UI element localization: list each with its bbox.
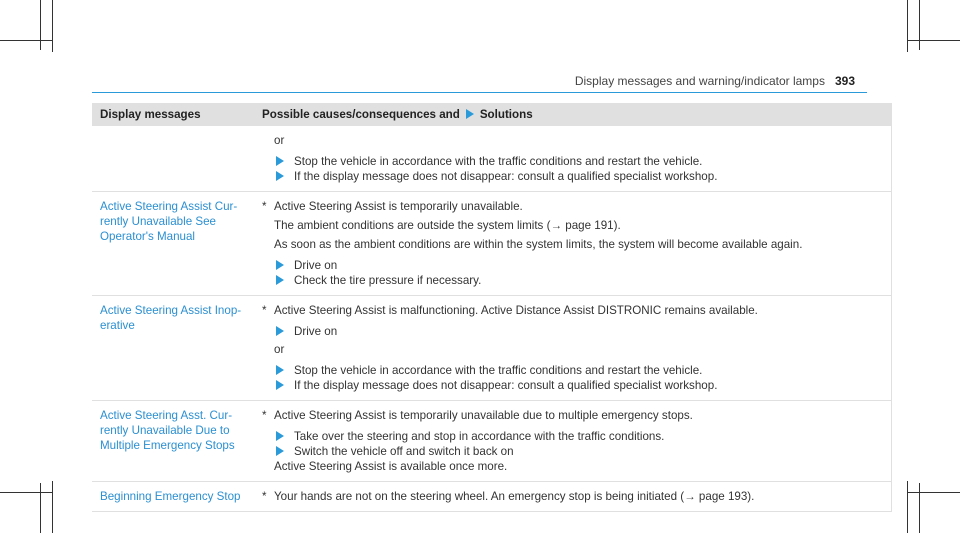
display-message: Active Steering Assist Cur-rently Unavailable See Operator's Manual: [92, 192, 254, 296]
crop-mark: [52, 0, 53, 52]
instruction-step: If the display message does not disappear: consult a qualified specialist workshop.: [262, 378, 883, 393]
arrow-icon: [276, 446, 284, 456]
crop-mark: [907, 492, 960, 493]
table-body: [92, 126, 892, 512]
cause-text: * Active Steering Assist is temporarily unavailable.: [262, 200, 523, 213]
arrow-icon: [276, 156, 284, 166]
crop-mark: [907, 0, 908, 52]
arrow-icon: [276, 171, 284, 181]
arrow-icon: [276, 275, 284, 285]
asterisk-icon: *: [262, 490, 267, 503]
cause-text: * Your hands are not on the steering wheel. An emergency stop is being initiated (→ page 193).: [262, 490, 755, 503]
table-row: [92, 192, 892, 296]
arrow-icon: [276, 365, 284, 375]
table-row: [92, 296, 892, 401]
messages-table: [92, 103, 892, 512]
cause-text: * Active Steering Assist is temporarily unavailable due to multiple emergency stops.: [262, 409, 693, 422]
column-header-causes-solutions: Possible causes/consequences and Solutions: [254, 103, 892, 126]
arrow-icon: [466, 109, 474, 119]
header-rule: [92, 92, 867, 93]
table-row: [92, 401, 892, 482]
display-message: [92, 126, 254, 192]
instruction-step: Stop the vehicle in accordance with the traffic conditions and restart the vehicle.: [262, 363, 883, 378]
running-header: [575, 74, 855, 88]
connector-text: or: [274, 134, 285, 147]
causes-solutions-cell: [254, 126, 892, 192]
cause-text: * Active Steering Assist is malfunctioning. Active Distance Assist DISTRONIC remains available.: [262, 304, 758, 317]
instruction-step: If the display message does not disappear: consult a qualified specialist workshop.: [262, 169, 883, 184]
asterisk-icon: *: [262, 304, 267, 317]
crop-mark: [0, 492, 52, 493]
causes-solutions-cell: [254, 192, 892, 296]
detail-text: Active Steering Assist is available once more.: [274, 460, 508, 473]
detail-text: As soon as the ambient conditions are within the system limits, the system will become available again.: [274, 238, 803, 251]
arrow-icon: [276, 326, 284, 336]
causes-solutions-cell: [254, 482, 892, 512]
crop-mark: [919, 483, 920, 533]
crop-mark: [40, 483, 41, 533]
crop-mark: [52, 481, 53, 533]
arrow-icon: [276, 431, 284, 441]
header-title: Display messages and warning/indicator lamps: [574, 74, 825, 88]
arrow-icon: [276, 260, 284, 270]
display-message: Active Steering Asst. Cur-rently Unavailable Due to Multiple Emergency Stops: [92, 401, 254, 482]
detail-text: The ambient conditions are outside the system limits (→ page 191).: [274, 219, 621, 232]
display-message: Beginning Emergency Stop: [92, 482, 254, 512]
connector-text: or: [274, 343, 285, 356]
asterisk-icon: *: [262, 200, 267, 213]
crop-mark: [907, 481, 908, 533]
page-number: 393: [834, 74, 855, 88]
crop-mark: [919, 0, 920, 50]
table-row: [92, 126, 892, 192]
column-header-display-messages: Display messages: [92, 103, 254, 126]
instruction-step: Check the tire pressure if necessary.: [262, 273, 883, 288]
instruction-step: Switch the vehicle off and switch it back on: [262, 444, 883, 459]
arrow-icon: [276, 380, 284, 390]
display-message: Active Steering Assist Inop-erative: [92, 296, 254, 401]
crop-mark: [0, 40, 52, 41]
instruction-step: Drive on: [262, 324, 883, 339]
causes-solutions-cell: [254, 296, 892, 401]
asterisk-icon: *: [262, 409, 267, 422]
crop-mark: [40, 0, 41, 50]
instruction-step: Drive on: [262, 258, 883, 273]
instruction-step: Take over the steering and stop in accordance with the traffic conditions.: [262, 429, 883, 444]
causes-solutions-cell: [254, 401, 892, 482]
crop-mark: [907, 40, 960, 41]
instruction-step: Stop the vehicle in accordance with the traffic conditions and restart the vehicle.: [262, 154, 883, 169]
table-row: [92, 482, 892, 512]
